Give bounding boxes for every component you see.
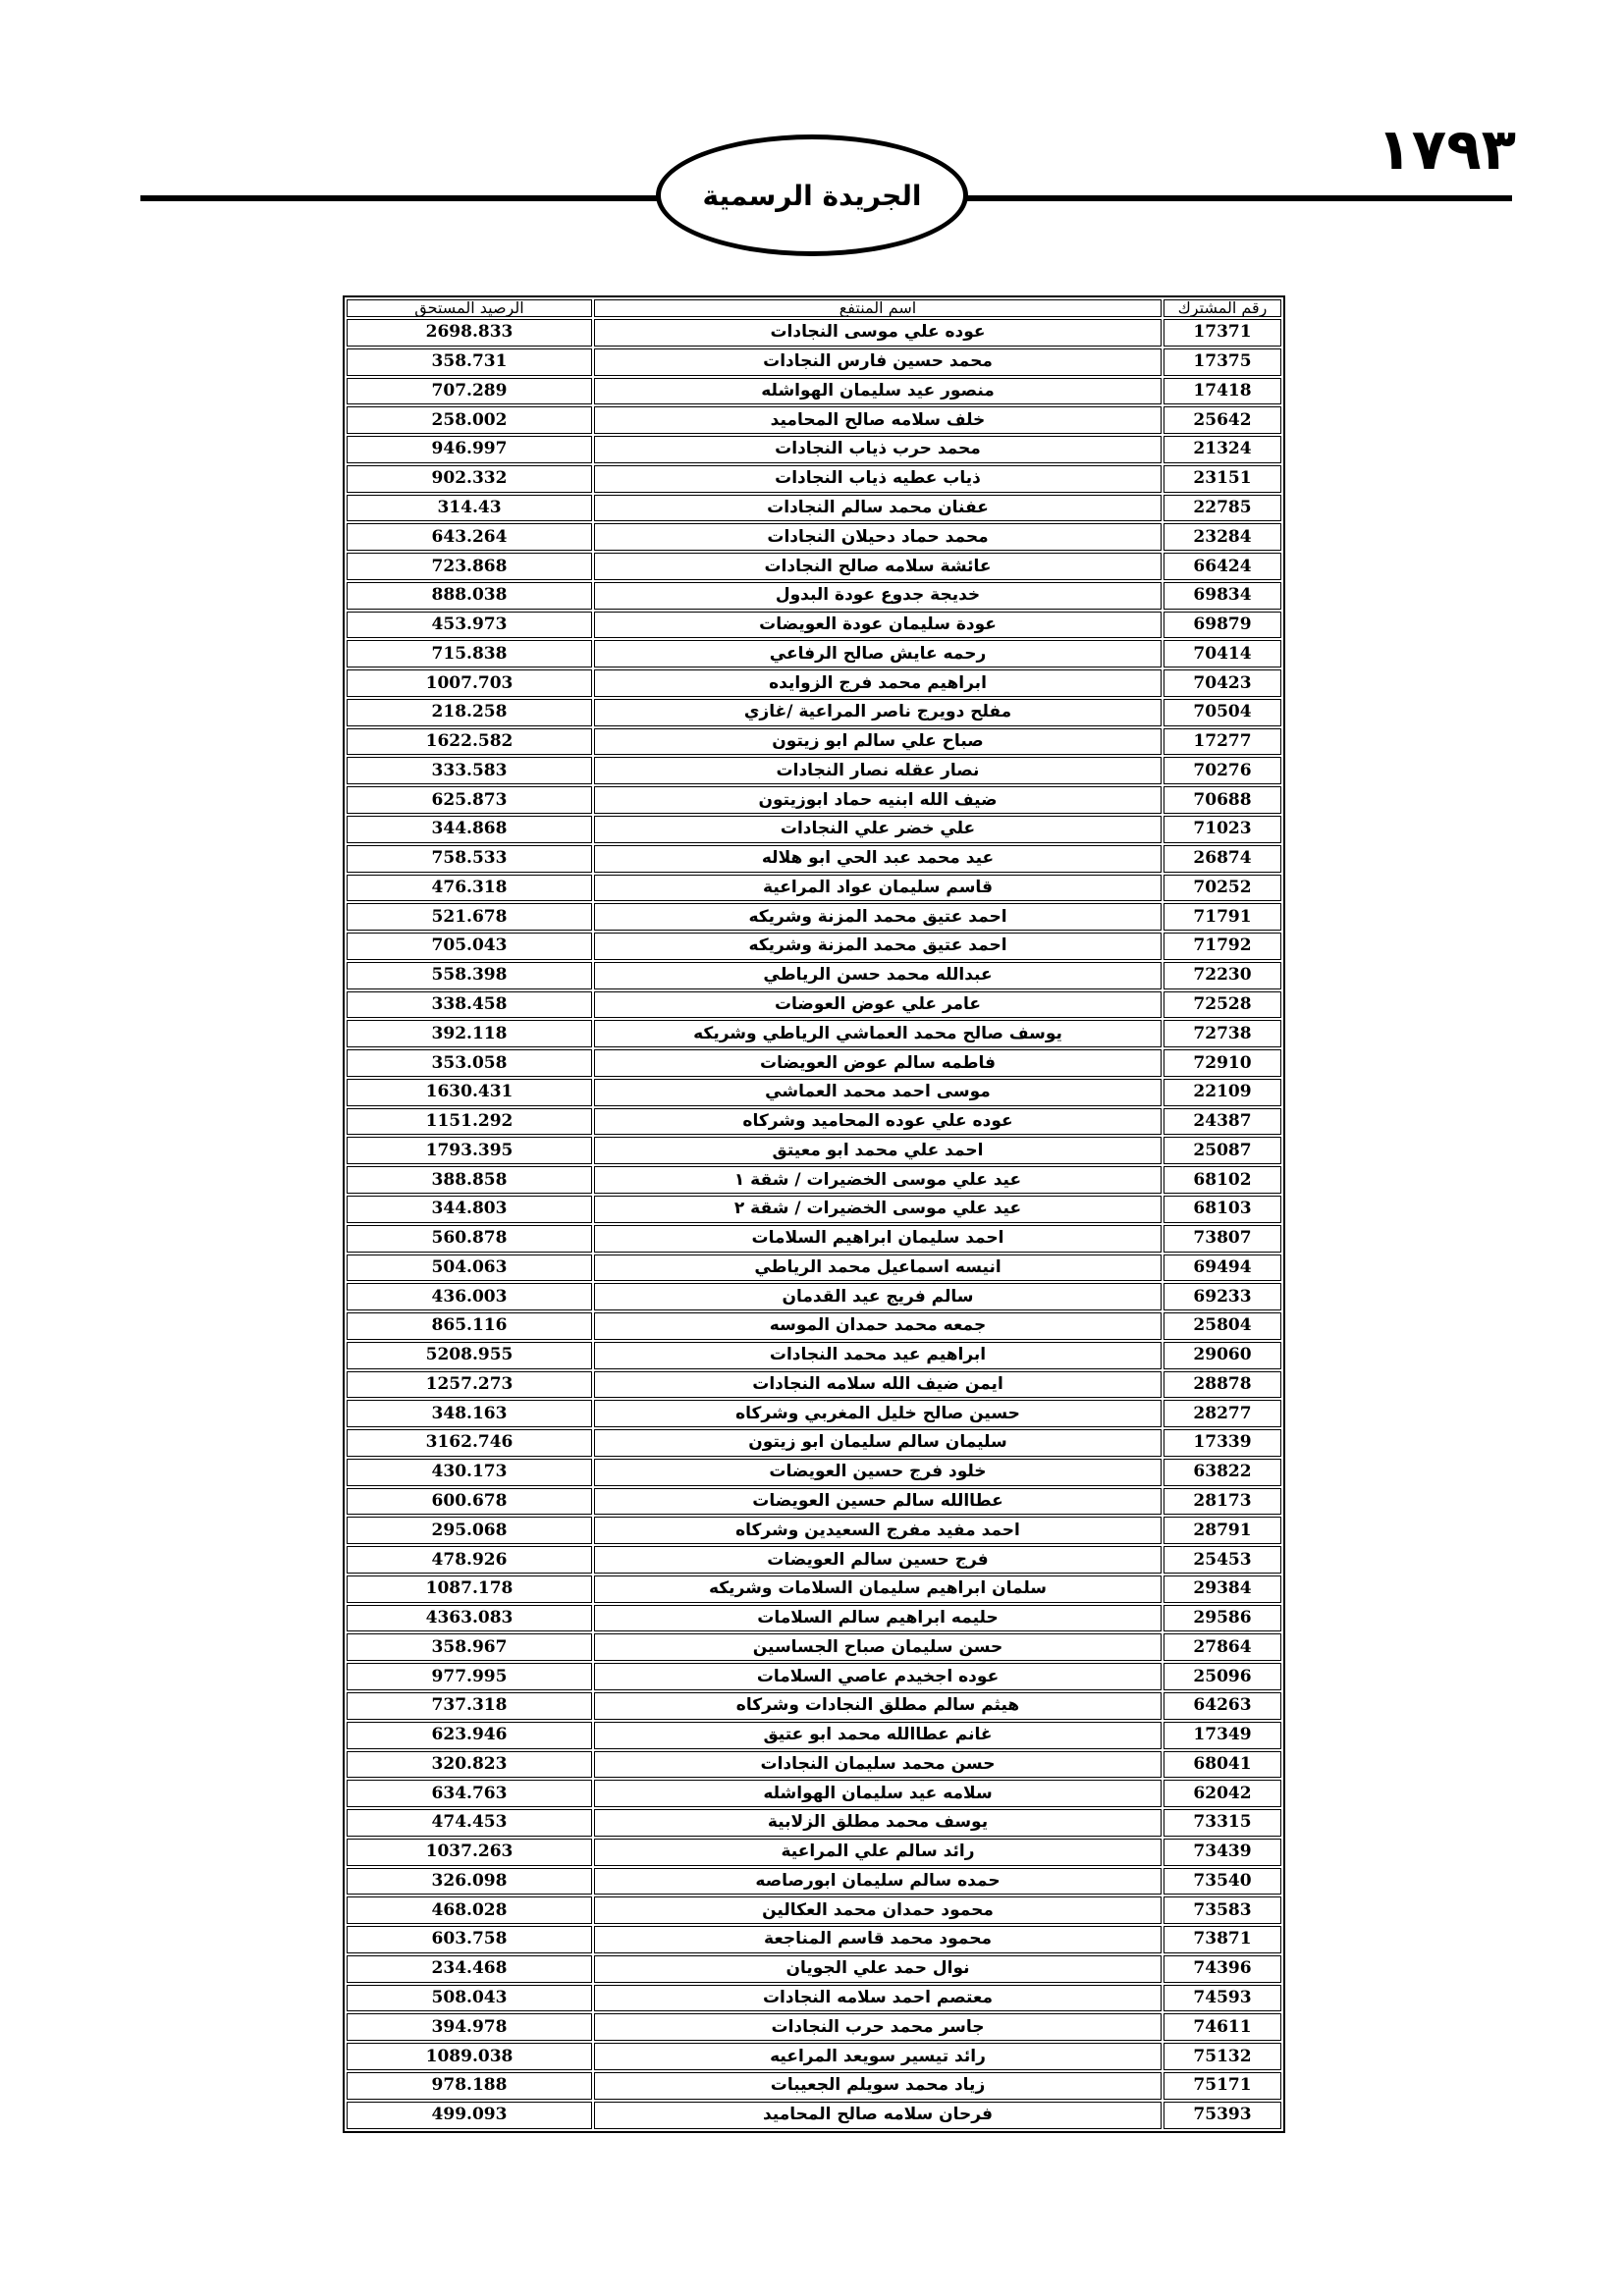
balance-cell: 392.118 xyxy=(347,1020,592,1047)
balance-cell: 758.533 xyxy=(347,845,592,873)
name-cell: غانم عطاالله محمد ابو عتيق xyxy=(594,1722,1162,1749)
balance-cell: 1630.431 xyxy=(347,1079,592,1106)
balance-cell: 333.583 xyxy=(347,757,592,784)
header-subscriber: رقم المشترك xyxy=(1164,299,1281,317)
balance-cell: 1007.703 xyxy=(347,669,592,697)
table-row xyxy=(347,903,1281,931)
table-row xyxy=(347,1196,1281,1223)
subscriber-cell: 72738 xyxy=(1164,1020,1281,1047)
name-cell: حسين صالح خليل المغربي وشركاه xyxy=(594,1400,1162,1427)
name-cell: محمود حمدان محمد العكالين xyxy=(594,1896,1162,1924)
name-cell: سلمان ابراهيم سليمان السلامات وشريكه xyxy=(594,1575,1162,1603)
subscriber-cell: 70252 xyxy=(1164,875,1281,902)
name-cell: حسن سليمان صباح الجساسين xyxy=(594,1633,1162,1661)
balance-cell: 737.318 xyxy=(347,1692,592,1720)
subscriber-cell: 75393 xyxy=(1164,2102,1281,2129)
subscriber-cell: 73540 xyxy=(1164,1868,1281,1896)
table-row xyxy=(347,348,1281,376)
balance-cell: 977.995 xyxy=(347,1663,592,1690)
balance-cell: 888.038 xyxy=(347,582,592,610)
table-row xyxy=(347,1722,1281,1749)
table-row xyxy=(347,2072,1281,2100)
table-row xyxy=(347,319,1281,347)
subscriber-cell: 22785 xyxy=(1164,495,1281,522)
name-cell: ذياب عطيه ذياب النجادات xyxy=(594,465,1162,493)
subscriber-cell: 26874 xyxy=(1164,845,1281,873)
subscriber-cell: 66424 xyxy=(1164,553,1281,580)
balance-cell: 1622.582 xyxy=(347,728,592,756)
balance-cell: 344.803 xyxy=(347,1196,592,1223)
subscriber-cell: 70414 xyxy=(1164,640,1281,667)
table-row xyxy=(347,1575,1281,1603)
subscriber-cell: 68041 xyxy=(1164,1751,1281,1779)
subscriber-cell: 73807 xyxy=(1164,1225,1281,1253)
table-row xyxy=(347,875,1281,902)
name-cell: معتصم احمد سلامه النجادات xyxy=(594,1985,1162,2012)
subscriber-cell: 71791 xyxy=(1164,903,1281,931)
balance-cell: 707.289 xyxy=(347,378,592,405)
balance-cell: 218.258 xyxy=(347,699,592,726)
table-row xyxy=(347,991,1281,1019)
name-cell: ابراهيم محمد فرج الزوايده xyxy=(594,669,1162,697)
subscriber-cell: 17418 xyxy=(1164,378,1281,405)
table-header-row xyxy=(347,299,1281,317)
table-row xyxy=(347,699,1281,726)
subscriber-cell: 17277 xyxy=(1164,728,1281,756)
name-cell: جمعه محمد حمدان الموسه xyxy=(594,1312,1162,1340)
table-row xyxy=(347,436,1281,463)
balance-cell: 4363.083 xyxy=(347,1605,592,1632)
balance-cell: 625.873 xyxy=(347,786,592,814)
subscriber-cell: 68103 xyxy=(1164,1196,1281,1223)
table-row xyxy=(347,1985,1281,2012)
subscriber-cell: 28878 xyxy=(1164,1371,1281,1399)
table-row xyxy=(347,1079,1281,1106)
balance-cell: 388.858 xyxy=(347,1166,592,1194)
name-cell: مفلح دويرج ناصر المراعية /غازي xyxy=(594,699,1162,726)
name-cell: عيد علي موسى الخضيرات / شقة ٢ xyxy=(594,1196,1162,1223)
name-cell: محمود محمد قاسم المناجعة xyxy=(594,1926,1162,1953)
subscriber-cell: 69834 xyxy=(1164,582,1281,610)
balance-cell: 394.978 xyxy=(347,2013,592,2041)
name-cell: منصور عيد سليمان الهواشله xyxy=(594,378,1162,405)
balance-cell: 430.173 xyxy=(347,1459,592,1486)
subscriber-cell: 73439 xyxy=(1164,1839,1281,1866)
subscriber-cell: 62042 xyxy=(1164,1780,1281,1807)
table-row xyxy=(347,816,1281,843)
balance-cell: 1037.263 xyxy=(347,1839,592,1866)
name-cell: محمد حسين فارس النجادات xyxy=(594,348,1162,376)
subscriber-cell: 25642 xyxy=(1164,406,1281,434)
name-cell: هيثم سالم مطلق النجادات وشركاه xyxy=(594,1692,1162,1720)
header-oval xyxy=(656,134,968,256)
table-row xyxy=(347,1429,1281,1457)
table-row xyxy=(347,1839,1281,1866)
table-row xyxy=(347,1663,1281,1690)
subscribers-table xyxy=(343,295,1285,2133)
table-row xyxy=(347,612,1281,639)
subscriber-cell: 23284 xyxy=(1164,523,1281,551)
name-cell: زياد محمد سويلم الجعيبات xyxy=(594,2072,1162,2100)
balance-cell: 603.758 xyxy=(347,1926,592,1953)
table-row xyxy=(347,1255,1281,1282)
subscriber-cell: 71023 xyxy=(1164,816,1281,843)
balance-cell: 723.868 xyxy=(347,553,592,580)
balance-cell: 314.43 xyxy=(347,495,592,522)
subscriber-cell: 73583 xyxy=(1164,1896,1281,1924)
subscriber-cell: 25096 xyxy=(1164,1663,1281,1690)
name-cell: حسن محمد سليمان النجادات xyxy=(594,1751,1162,1779)
subscriber-cell: 17339 xyxy=(1164,1429,1281,1457)
balance-cell: 358.967 xyxy=(347,1633,592,1661)
table-row xyxy=(347,1868,1281,1896)
header-balance: الرصيد المستحق xyxy=(347,299,592,317)
table-body xyxy=(347,319,1281,2129)
subscriber-cell: 27864 xyxy=(1164,1633,1281,1661)
balance-cell: 600.678 xyxy=(347,1488,592,1516)
table-row xyxy=(347,786,1281,814)
table-row xyxy=(347,1020,1281,1047)
table-row xyxy=(347,1488,1281,1516)
name-cell: عامر علي عوض العوضات xyxy=(594,991,1162,1019)
table-row xyxy=(347,1049,1281,1077)
name-cell: سليمان سالم سليمان ابو زيتون xyxy=(594,1429,1162,1457)
header-name: اسم المنتفع xyxy=(594,299,1162,317)
subscriber-cell: 72910 xyxy=(1164,1049,1281,1077)
balance-cell: 715.838 xyxy=(347,640,592,667)
balance-cell: 499.093 xyxy=(347,2102,592,2129)
balance-cell: 1087.178 xyxy=(347,1575,592,1603)
table-row xyxy=(347,1342,1281,1369)
name-cell: احمد عتيق محمد المزنة وشريكه xyxy=(594,933,1162,960)
table-row xyxy=(347,640,1281,667)
balance-cell: 326.098 xyxy=(347,1868,592,1896)
subscriber-cell: 72230 xyxy=(1164,962,1281,989)
table-row xyxy=(347,2013,1281,2041)
balance-cell: 634.763 xyxy=(347,1780,592,1807)
subscriber-cell: 29384 xyxy=(1164,1575,1281,1603)
subscriber-cell: 17349 xyxy=(1164,1722,1281,1749)
subscriber-cell: 74593 xyxy=(1164,1985,1281,2012)
table-row xyxy=(347,1137,1281,1164)
table-row xyxy=(347,495,1281,522)
name-cell: عفنان محمد سالم النجادات xyxy=(594,495,1162,522)
table-row xyxy=(347,757,1281,784)
balance-cell: 353.058 xyxy=(347,1049,592,1077)
name-cell: نصار عقله نصار النجادات xyxy=(594,757,1162,784)
balance-cell: 453.973 xyxy=(347,612,592,639)
subscriber-cell: 69233 xyxy=(1164,1283,1281,1310)
name-cell: محمد حرب ذياب النجادات xyxy=(594,436,1162,463)
table-row xyxy=(347,1633,1281,1661)
name-cell: انيسه اسماعيل محمد الرياطي xyxy=(594,1255,1162,1282)
subscriber-cell: 25453 xyxy=(1164,1546,1281,1574)
table-row xyxy=(347,553,1281,580)
balance-cell: 234.468 xyxy=(347,1955,592,1983)
balance-cell: 344.868 xyxy=(347,816,592,843)
subscriber-cell: 74396 xyxy=(1164,1955,1281,1983)
name-cell: رائد سالم علي المراعية xyxy=(594,1839,1162,1866)
subscriber-cell: 70504 xyxy=(1164,699,1281,726)
table-row xyxy=(347,1926,1281,1953)
table-row xyxy=(347,1780,1281,1807)
name-cell: ايمن ضيف الله سلامه النجادات xyxy=(594,1371,1162,1399)
balance-cell: 558.398 xyxy=(347,962,592,989)
subscriber-cell: 64263 xyxy=(1164,1692,1281,1720)
name-cell: عائشة سلامه صالح النجادات xyxy=(594,553,1162,580)
table-row xyxy=(347,1517,1281,1544)
subscriber-cell: 75132 xyxy=(1164,2043,1281,2070)
subscriber-cell: 75171 xyxy=(1164,2072,1281,2100)
balance-cell: 560.878 xyxy=(347,1225,592,1253)
table-row xyxy=(347,1809,1281,1837)
balance-cell: 295.068 xyxy=(347,1517,592,1544)
balance-cell: 338.458 xyxy=(347,991,592,1019)
subscriber-cell: 23151 xyxy=(1164,465,1281,493)
table-row xyxy=(347,1400,1281,1427)
balance-cell: 1257.273 xyxy=(347,1371,592,1399)
table-row xyxy=(347,1692,1281,1720)
name-cell: قاسم سليمان عواد المراعية xyxy=(594,875,1162,902)
balance-cell: 1151.292 xyxy=(347,1108,592,1136)
balance-cell: 521.678 xyxy=(347,903,592,931)
subscriber-cell: 21324 xyxy=(1164,436,1281,463)
balance-cell: 348.163 xyxy=(347,1400,592,1427)
table-row xyxy=(347,1546,1281,1574)
subscriber-cell: 63822 xyxy=(1164,1459,1281,1486)
subscriber-cell: 68102 xyxy=(1164,1166,1281,1194)
name-cell: رائد تيسير سويعد المراعيه xyxy=(594,2043,1162,2070)
name-cell: خلود فرج حسين العويضات xyxy=(594,1459,1162,1486)
subscriber-cell: 29060 xyxy=(1164,1342,1281,1369)
balance-cell: 508.043 xyxy=(347,1985,592,2012)
name-cell: خلف سلامه صالح المحاميد xyxy=(594,406,1162,434)
balance-cell: 320.823 xyxy=(347,1751,592,1779)
subscriber-cell: 24387 xyxy=(1164,1108,1281,1136)
subscriber-cell: 22109 xyxy=(1164,1079,1281,1106)
balance-cell: 2698.833 xyxy=(347,319,592,347)
table-row xyxy=(347,1166,1281,1194)
name-cell: احمد مفيد مفرج السعيدين وشركاه xyxy=(594,1517,1162,1544)
subscriber-cell: 28277 xyxy=(1164,1400,1281,1427)
name-cell: علي خضر علي النجادات xyxy=(594,816,1162,843)
table-row xyxy=(347,1955,1281,1983)
subscriber-cell: 69494 xyxy=(1164,1255,1281,1282)
subscriber-cell: 17375 xyxy=(1164,348,1281,376)
name-cell: فرحان سلامه صالح المحاميد xyxy=(594,2102,1162,2129)
table-row xyxy=(347,2043,1281,2070)
table-row xyxy=(347,728,1281,756)
balance-cell: 436.003 xyxy=(347,1283,592,1310)
subscriber-cell: 69879 xyxy=(1164,612,1281,639)
name-cell: عوده علي موسى النجادات xyxy=(594,319,1162,347)
name-cell: عطاالله سالم حسين العويضات xyxy=(594,1488,1162,1516)
name-cell: عبدالله محمد حسن الرياطي xyxy=(594,962,1162,989)
name-cell: جاسر محمد حرب النجادات xyxy=(594,2013,1162,2041)
subscriber-cell: 72528 xyxy=(1164,991,1281,1019)
name-cell: سالم فريج عيد القدمان xyxy=(594,1283,1162,1310)
balance-cell: 476.318 xyxy=(347,875,592,902)
table-row xyxy=(347,1371,1281,1399)
subscriber-cell: 70688 xyxy=(1164,786,1281,814)
name-cell: عوده علي عوده المحاميد وشركاه xyxy=(594,1108,1162,1136)
name-cell: سلامه عيد سليمان الهواشله xyxy=(594,1780,1162,1807)
name-cell: يوسف محمد مطلق الزلابية xyxy=(594,1809,1162,1837)
subscriber-cell: 25087 xyxy=(1164,1137,1281,1164)
balance-cell: 5208.955 xyxy=(347,1342,592,1369)
name-cell: فرج حسين سالم العويضات xyxy=(594,1546,1162,1574)
name-cell: ابراهيم عيد محمد النجادات xyxy=(594,1342,1162,1369)
balance-cell: 643.264 xyxy=(347,523,592,551)
name-cell: فاطمه سالم عوض العويضات xyxy=(594,1049,1162,1077)
table-row xyxy=(347,1459,1281,1486)
table-row xyxy=(347,582,1281,610)
name-cell: حليمه ابراهيم سالم السلامات xyxy=(594,1605,1162,1632)
balance-cell: 3162.746 xyxy=(347,1429,592,1457)
name-cell: عوده اجخيدم عاصي السلامات xyxy=(594,1663,1162,1690)
table-row xyxy=(347,669,1281,697)
name-cell: رحمه عايش صالح الرفاعي xyxy=(594,640,1162,667)
name-cell: احمد عتيق محمد المزنة وشريكه xyxy=(594,903,1162,931)
name-cell: احمد علي محمد ابو معيتق xyxy=(594,1137,1162,1164)
balance-cell: 978.188 xyxy=(347,2072,592,2100)
page-number: ١٧٩٣ xyxy=(1377,116,1516,183)
subscriber-cell: 73315 xyxy=(1164,1809,1281,1837)
balance-cell: 478.926 xyxy=(347,1546,592,1574)
name-cell: عودة سليمان عودة العويضات xyxy=(594,612,1162,639)
name-cell: نوال حمد علي الجويان xyxy=(594,1955,1162,1983)
table-row xyxy=(347,1225,1281,1253)
table-row xyxy=(347,1896,1281,1924)
table-row xyxy=(347,465,1281,493)
name-cell: يوسف صالح محمد العماشي الرياطي وشريكه xyxy=(594,1020,1162,1047)
balance-cell: 1793.395 xyxy=(347,1137,592,1164)
name-cell: محمد حماد دحيلان النجادات xyxy=(594,523,1162,551)
subscriber-cell: 73871 xyxy=(1164,1926,1281,1953)
table-row xyxy=(347,406,1281,434)
balance-cell: 504.063 xyxy=(347,1255,592,1282)
subscriber-cell: 74611 xyxy=(1164,2013,1281,2041)
name-cell: عيد علي موسى الخضيرات / شقة ١ xyxy=(594,1166,1162,1194)
table-row xyxy=(347,378,1281,405)
balance-cell: 946.997 xyxy=(347,436,592,463)
name-cell: حمده سالم سليمان ابورصاصه xyxy=(594,1868,1162,1896)
balance-cell: 474.453 xyxy=(347,1809,592,1837)
subscriber-cell: 28173 xyxy=(1164,1488,1281,1516)
name-cell: عيد محمد عبد الحي ابو هلاله xyxy=(594,845,1162,873)
balance-cell: 358.731 xyxy=(347,348,592,376)
balance-cell: 468.028 xyxy=(347,1896,592,1924)
balance-cell: 705.043 xyxy=(347,933,592,960)
table-row xyxy=(347,2102,1281,2129)
table-row xyxy=(347,1751,1281,1779)
subscriber-cell: 70423 xyxy=(1164,669,1281,697)
name-cell: ضيف الله ابنيه حماد ابوزيتون xyxy=(594,786,1162,814)
subscriber-cell: 70276 xyxy=(1164,757,1281,784)
table-row xyxy=(347,1108,1281,1136)
name-cell: احمد سليمان ابراهيم السلامات xyxy=(594,1225,1162,1253)
subscriber-cell: 25804 xyxy=(1164,1312,1281,1340)
subscriber-cell: 71792 xyxy=(1164,933,1281,960)
balance-cell: 623.946 xyxy=(347,1722,592,1749)
name-cell: موسى احمد محمد العماشي xyxy=(594,1079,1162,1106)
table-row xyxy=(347,962,1281,989)
table-row xyxy=(347,1283,1281,1310)
table-row xyxy=(347,1605,1281,1632)
balance-cell: 1089.038 xyxy=(347,2043,592,2070)
balance-cell: 258.002 xyxy=(347,406,592,434)
subscriber-cell: 28791 xyxy=(1164,1517,1281,1544)
name-cell: خديجة جدوع عودة البدول xyxy=(594,582,1162,610)
table-row xyxy=(347,523,1281,551)
gazette-title: الجريدة الرسمية xyxy=(702,179,922,212)
balance-cell: 865.116 xyxy=(347,1312,592,1340)
table-row xyxy=(347,1312,1281,1340)
table-row xyxy=(347,845,1281,873)
name-cell: صباح علي سالم ابو زيتون xyxy=(594,728,1162,756)
table-row xyxy=(347,933,1281,960)
balance-cell: 902.332 xyxy=(347,465,592,493)
subscriber-cell: 29586 xyxy=(1164,1605,1281,1632)
subscriber-cell: 17371 xyxy=(1164,319,1281,347)
